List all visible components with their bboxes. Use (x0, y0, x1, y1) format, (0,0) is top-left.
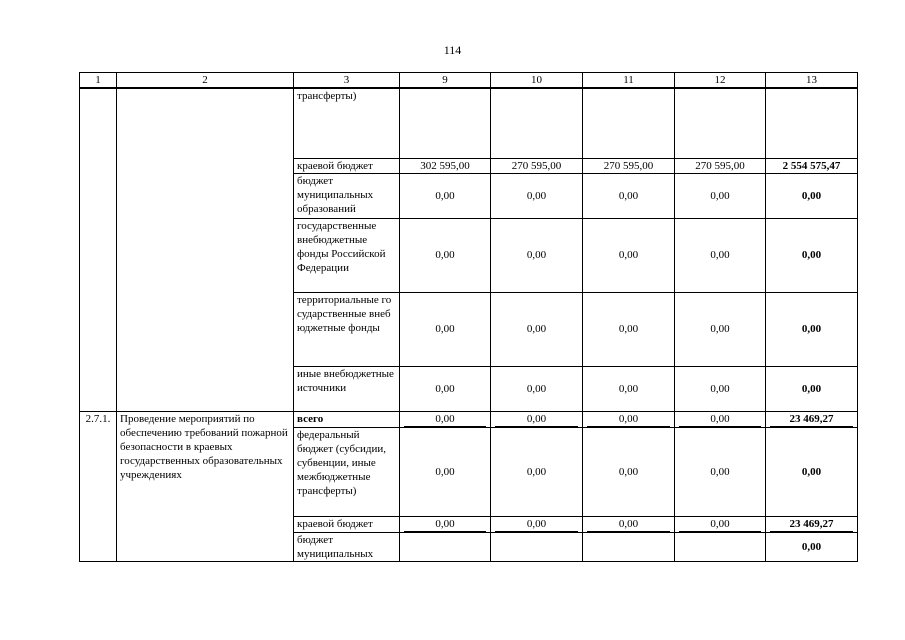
table-row (80, 411, 858, 427)
code-cell (80, 88, 117, 411)
funding-source: иные внебюджетные источники (294, 366, 400, 411)
header-cell: 9 (400, 73, 491, 89)
value-cell (675, 532, 766, 561)
page-number: 114 (443, 43, 462, 57)
total-cell: 0,00 (766, 218, 858, 292)
value-text: 0,00 (404, 517, 486, 532)
funding-source: трансферты) (294, 88, 400, 158)
value-cell: 0,00 (491, 427, 583, 516)
value-cell (583, 88, 675, 158)
value-cell: 0,00 (583, 427, 675, 516)
value-cell: 270 595,00 (583, 158, 675, 173)
value-cell: 0,00 (583, 366, 675, 411)
header-cell: 3 (294, 73, 400, 89)
value-cell (675, 88, 766, 158)
value-cell (491, 411, 583, 427)
value-cell (491, 516, 583, 532)
value-text: 0,00 (587, 517, 670, 532)
funding-source: бюджет муниципальных (294, 532, 400, 561)
value-cell: 270 595,00 (675, 158, 766, 173)
value-cell: 0,00 (491, 366, 583, 411)
activity-name-cell: Проведение мероприятий по обеспечению требований пожарной безопасности в краевых государственных образовательных учреждениях (117, 411, 294, 561)
value-cell: 0,00 (491, 173, 583, 218)
value-cell (400, 411, 491, 427)
value-cell (583, 411, 675, 427)
value-cell (400, 516, 491, 532)
value-cell: 0,00 (400, 427, 491, 516)
funding-source: бюджет муниципальных образований (294, 173, 400, 218)
value-cell (400, 88, 491, 158)
value-cell: 0,00 (400, 292, 491, 366)
value-text: 0,00 (679, 517, 761, 532)
value-text: 0,00 (495, 517, 578, 532)
total-cell: 0,00 (766, 366, 858, 411)
value-cell: 0,00 (675, 427, 766, 516)
funding-source: краевой бюджет (294, 516, 400, 532)
table-row (80, 88, 858, 158)
code-cell: 2.7.1. (80, 411, 117, 561)
value-text: 0,00 (404, 412, 486, 427)
value-cell: 0,00 (400, 218, 491, 292)
value-cell (675, 516, 766, 532)
value-cell: 0,00 (583, 173, 675, 218)
total-cell (766, 411, 858, 427)
value-cell (583, 516, 675, 532)
value-cell: 0,00 (675, 292, 766, 366)
total-cell: 2 554 575,47 (766, 158, 858, 173)
funding-source: всего (294, 411, 400, 427)
total-cell: 0,00 (766, 292, 858, 366)
total-text: 23 469,27 (770, 517, 853, 532)
value-cell: 270 595,00 (491, 158, 583, 173)
value-cell (400, 532, 491, 561)
header-cell: 1 (80, 73, 117, 89)
value-cell (491, 532, 583, 561)
value-cell (675, 411, 766, 427)
value-cell: 0,00 (491, 292, 583, 366)
value-cell: 0,00 (583, 292, 675, 366)
value-text: 0,00 (495, 412, 578, 427)
funding-source: федеральный бюджет (субсидии, субвенции, иные межбюджетные трансферты) (294, 427, 400, 516)
value-cell (491, 88, 583, 158)
value-cell: 302 595,00 (400, 158, 491, 173)
header-cell: 12 (675, 73, 766, 89)
header-cell: 13 (766, 73, 858, 89)
header-cell: 2 (117, 73, 294, 89)
funding-source: государственные внебюджетные фонды Российской Федерации (294, 218, 400, 292)
total-cell: 0,00 (766, 427, 858, 516)
funding-source: краевой бюджет (294, 158, 400, 173)
header-cell: 10 (491, 73, 583, 89)
value-cell: 0,00 (675, 218, 766, 292)
value-cell: 0,00 (400, 173, 491, 218)
header-cell: 11 (583, 73, 675, 89)
funding-source: территориальные государственные внебюджетные фонды (294, 292, 400, 366)
total-cell: 0,00 (766, 532, 858, 561)
total-cell (766, 88, 858, 158)
budget-table (79, 72, 858, 562)
value-text: 0,00 (587, 412, 670, 427)
value-cell (583, 532, 675, 561)
value-cell: 0,00 (400, 366, 491, 411)
value-cell: 0,00 (675, 173, 766, 218)
value-cell: 0,00 (491, 218, 583, 292)
value-text: 0,00 (679, 412, 761, 427)
total-cell: 0,00 (766, 173, 858, 218)
activity-name-cell (117, 88, 294, 411)
value-cell: 0,00 (675, 366, 766, 411)
total-text: 23 469,27 (770, 412, 853, 427)
total-cell (766, 516, 858, 532)
value-cell: 0,00 (583, 218, 675, 292)
table-header-row (80, 73, 858, 89)
